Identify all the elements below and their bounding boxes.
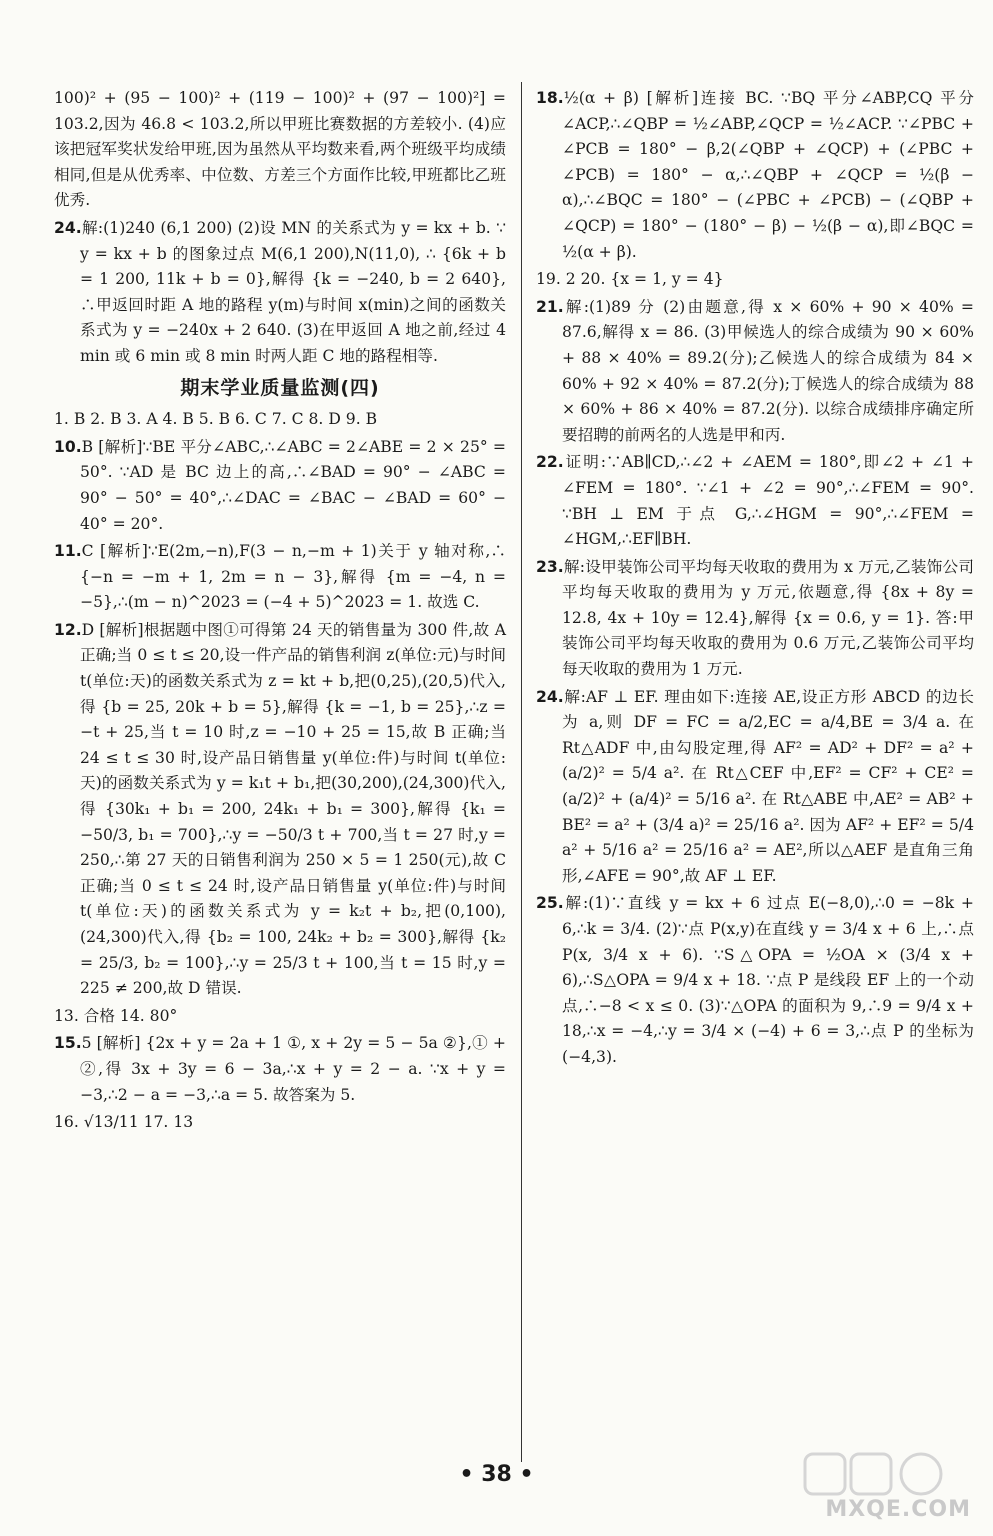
question-number: 21. xyxy=(536,297,564,316)
question-number: 11. xyxy=(54,542,82,561)
answers-13-14: 13. 合格 14. 80° xyxy=(54,1006,178,1025)
answer-22 xyxy=(536,450,974,552)
answer-text: 解:(1)∵直线 y = kx + 6 过点 E(−8,0),∴0 = −8k + 6,∴k = 3/4. (2)∵点 P(x,y)在直线 y = 3/4 x + 6 上,∴点 P(x, 3/4 x + 6). ∵S△OPA = ½OA × (3/4 x + 6),∴S△OPA = 9/4 x + 18. ∵点 P 是线段 EF 上的一个动点,∴−8 < x ≤ 0. (3)∵△OPA 的面积为 9,∴9 = 9/4 x + 18,∴x = −4,∴y = 3/4 × (−4) + 6 = 3,∴点 P 的坐标为(−4,3). xyxy=(562,894,974,1066)
answer-10 xyxy=(54,435,506,537)
answer-text: 解:(1)240 (6,1 200) (2)设 MN 的关系式为 y = kx + b. ∵ y = kx + b 的图象过点 M(6,1 200),N(11,0), ∴ {6k + b = 1 200, 11k + b = 0},解得 {k = −240, b = 2 640}, ∴甲返回时距 A 地的路程 y(m)与时间 x(min)之间的函数关系式为 y = −240x + 2 640. (3)在甲返回 A 地之前,经过 4 min 或 6 min 或 8 min 时两人距 C 地的路程相等. xyxy=(80,218,506,365)
question-number: 15. xyxy=(54,1034,82,1053)
answers-16-17: 16. √13/11 17. 13 xyxy=(54,1113,194,1132)
answer-text: D [解析]根据题中图①可得第 24 天的销售量为 300 件,故 A 正确;当 0 ≤ t ≤ 20,设一件产品的销售利润 z(单位:元)与时间 t(单位:天)的函数关系式为 z = kt + b,把(0,25),(20,5)代入,得 {b = 25, 20k + b = 5},解得 {k = −1, b = 25},∴z = −t + 25,当 t = 10 时,z = −10 + 25 = 15,故 B 正确;当 24 ≤ t ≤ 30 时,设产品日销售量 y(单位:件)与时间 t(单位:天)的函数关系式为 y = k₁t + b₁,把(30,200),(24,300)代入,得 {30k₁ + b₁ = 200, 24k₁ + b₁ = 300},解得 {k₁ = −50/3, b₁ = 700},∴y = −50/3 t + 700,当 t = 27 时,y = 250,∴第 27 天的日销售利润为 250 × 5 = 1 250(元),故 C 正确;当 0 ≤ t ≤ 24 时,设产品日销售量 y(单位:件)与时间 t(单位:天)的函数关系式为 y = k₂t + b₂,把(0,100),(24,300)代入,得 {b₂ = 100, 24k₂ + b₂ = 300},解得 {k₂ = 25/3, b₂ = 100},∴y = 25/3 t + 100,当 t = 15 时,y = 225 ≠ 200,故 D 错误. xyxy=(80,620,506,998)
watermark-text: MXQE.COM xyxy=(825,1497,971,1522)
answers-1-9: 1. B 2. B 3. A 4. B 5. B 6. C 7. C 8. D 9. B xyxy=(54,410,378,429)
question-number: 18. xyxy=(536,89,564,107)
answer-24 xyxy=(54,216,506,370)
question-number: 22. xyxy=(536,453,564,472)
answer-23 xyxy=(536,555,974,683)
question-number: 25. xyxy=(536,894,564,913)
question-number: 24. xyxy=(536,687,564,706)
answer-text: 解:设甲装饰公司平均每天收取的费用为 x 万元,乙装饰公司平均每天收取的费用为 y 万元,依题意,得 {8x + 8y = 12.8, 4x + 10y = 12.4},解得 {x = 0.6, y = 1}. 答:甲装饰公司平均每天收取的费用为 0.6 万元,乙装饰公司平均每天收取的费用为 1 万元. xyxy=(562,557,974,679)
answer-21 xyxy=(536,295,974,449)
left-column xyxy=(54,86,506,1138)
question-number: 12. xyxy=(54,620,82,639)
answer-24 xyxy=(536,685,974,890)
answer-text: 解:(1)89 分 (2)由题意,得 x × 60% + 90 × 40% = 87.6,解得 x = 86. (3)甲候选人的综合成绩为 90 × 60% + 88 × 40% = 89.2(分);乙候选人的综合成绩为 84 × 60% + 92 × 40% = 87.2(分);丁候选人的综合成绩为 88 × 60% + 86 × 40% = 87.2(分). 以综合成绩排序确定所要招聘的前两名的人选是甲和丙. xyxy=(562,297,974,444)
answer-18 xyxy=(536,86,974,265)
question-number: 10. xyxy=(54,437,82,456)
column-divider xyxy=(521,82,522,1462)
answer-text: B [解析]∵BE 平分∠ABC,∴∠ABC = 2∠ABE = 2 × 25° = 50°. ∵AD 是 BC 边上的高,∴∠BAD = 90° − ∠ABC = 90° − 50° = 40°,∴∠DAC = ∠BAC − ∠BAD = 60° − 40° = 20°. xyxy=(80,437,506,533)
answer-text: ½(α + β) [解析]连接 BC. ∵BQ 平分∠ABP,CQ 平分∠ACP,∴∠QBP = ½∠ABP,∠QCP = ½∠ACP. ∵∠PBC + ∠PCB = 180° − β,2(∠QBP + ∠QCP) + (∠PBC + ∠PCB) = 180° − α,∴∠QBP + ∠QCP = ½(β − α),∴∠BQC = 180° − (∠PBC + ∠PCB) − (∠QBP + ∠QCP) = 180° − (180° − β) − ½(β − α),即∠BQC = ½(α + β). xyxy=(562,89,974,261)
answer-23-continued: 100)² + (95 − 100)² + (119 − 100)² + (97 − 100)²] = 103.2,因为 46.8 < 103.2,所以甲班比赛数据的方差较小. (4)应该把冠军奖状发给甲班,因为虽然从平均数来看,两个班级平均成绩相同,但是从优秀率、中位数、方差三个方面作比较,甲班都比乙班优秀. xyxy=(54,89,506,210)
answer-text: 解:AF ⊥ EF. 理由如下:连接 AE,设正方形 ABCD 的边长为 a,则 DF = FC = a/2,EC = a/4,BE = 3/4 a. 在 Rt△ADF 中,由勾股定理,得 AF² = AD² + DF² = a² + (a/2)² = 5/4 a². 在 Rt△CEF 中,EF² = CF² + CE² = (a/2)² + (a/4)² = 5/16 a². 在 Rt△ABE 中,AE² = AB² + BE² = a² + (3/4 a)² = 25/16 a². 因为 AF² + EF² = 5/4 a² + 5/16 a² = 25/16 a² = AE²,所以△AEF 是直角三角形,∠AFE = 90°,故 AF ⊥ EF. xyxy=(562,687,974,885)
answer-text: C [解析]∵E(2m,−n),F(3 − n,−m + 1)关于 y 轴对称,∴ {−n = −m + 1, 2m = n − 3},解得 {m = −4, n = −5},∴(m − n)^2023 = (−4 + 5)^2023 = 1. 故选 C. xyxy=(80,542,506,612)
right-column xyxy=(536,86,974,1073)
answer-15 xyxy=(54,1031,506,1108)
section-title: 期末学业质量监测(四) xyxy=(180,376,380,399)
question-number: 24. xyxy=(54,218,82,237)
question-number: 23. xyxy=(536,557,564,576)
answer-25 xyxy=(536,891,974,1070)
page-number: • 38 • xyxy=(459,1462,534,1487)
answer-text: 证明:∵AB∥CD,∴∠2 + ∠AEM = 180°,即∠2 + ∠1 + ∠FEM = 180°. ∵∠1 + ∠2 = 90°,∴∠FEM = 90°. ∵BH ⊥ EM 于点 G,∴∠HGM = 90°,∴∠FEM = ∠HGM,∴EF∥BH. xyxy=(562,453,974,549)
answer-text: 5 [解析] {2x + y = 2a + 1 ①, x + 2y = 5 − 5a ②},① + ②,得 3x + 3y = 6 − 3a,∴x + y = 2 − a. ∵x + y = −3,∴2 − a = −3,∴a = 5. 故答案为 5. xyxy=(80,1034,506,1104)
answers-19-20: 19. 2 20. {x = 1, y = 4} xyxy=(536,270,724,289)
answer-12 xyxy=(54,618,506,1002)
answer-11 xyxy=(54,539,506,616)
